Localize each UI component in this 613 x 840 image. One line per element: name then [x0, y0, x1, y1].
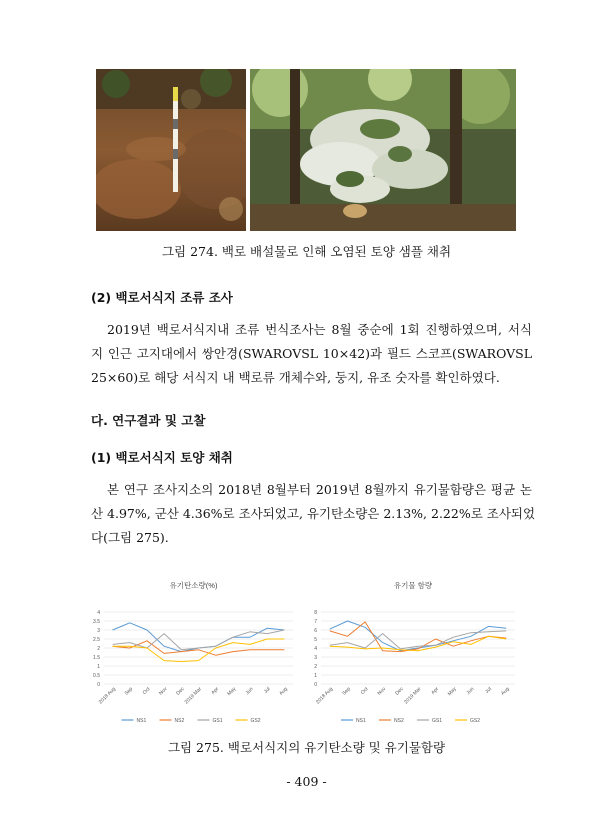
organic-carbon-chart	[90, 576, 297, 732]
chart1-x-tick-label: Apr	[430, 686, 441, 696]
section-2-paragraph	[91, 318, 532, 390]
chart1-y-tick-label: 5	[314, 637, 317, 643]
chart1-x-tick-label: May	[446, 686, 458, 698]
chart0-x-tick-label: 2019 Mar	[183, 686, 203, 706]
chart0-y-tick-label: 0.5	[93, 673, 100, 679]
chart1-legend-label-gs2: GS2	[470, 718, 481, 724]
section-da-heading: 다. 연구결과 및 고찰	[91, 413, 206, 428]
section-2-line-3: 25×60)로 해당 서식지 내 백로류 개체수와, 둥지, 유조 숫자를 확인하였다.	[91, 370, 500, 385]
soil-sample-photo	[96, 69, 246, 231]
organic-matter-chart	[307, 576, 519, 732]
chart1-y-tick-label: 6	[314, 628, 317, 634]
chart0-y-tick-label: 2	[97, 646, 100, 652]
chart0-y-tick-label: 3	[97, 628, 100, 634]
contaminated-shrub-photo	[250, 69, 516, 231]
chart0-y-tick-label: 0	[97, 682, 100, 688]
chart0-x-tick-label: 2018 Aug	[97, 686, 118, 706]
section-2-line-1: 2019년 백로서식지내 조류 번식조사는 8월 중순에 1회 진행하였으며, 서식	[107, 322, 532, 337]
chart1-x-tick-label: 2018 Aug	[315, 686, 335, 706]
chart0-y-tick-label: 1	[97, 664, 100, 670]
chart0-legend-label-gs2: GS2	[250, 718, 261, 724]
chart1-x-tick-label: 2019 Mar	[403, 686, 423, 706]
chart1-title: 유기물 함량	[393, 581, 433, 590]
chart1-x-tick-label: Oct	[359, 686, 370, 696]
chart0-x-tick-label: Jun	[244, 686, 255, 697]
section-2-line-2: 지 인근 고지대에서 쌍안경(SWAROVSL 10×42)과 필드 스코프(SWAROVSL	[91, 346, 532, 361]
chart1-y-tick-label: 8	[314, 610, 317, 616]
chart1-x-tick-label: Jun	[465, 686, 476, 697]
figure-275-caption: 그림 275. 백로서식지의 유기탄소량 및 유기물함량	[167, 740, 446, 755]
chart1-y-tick-label: 7	[314, 619, 317, 625]
chart1-x-tick-label: Sep	[341, 686, 352, 697]
chart1-legend-label-ns2: NS2	[394, 718, 404, 724]
chart0-x-tick-label: Nov	[158, 686, 169, 697]
chart0-legend-label-ns1: NS1	[136, 718, 147, 724]
chart0-x-tick-label: Sep	[123, 686, 135, 697]
figure-274-caption: 그림 274. 백로 배설물로 인해 오염된 토양 샘플 채취	[161, 244, 452, 259]
organic-carbon-chart-svg	[90, 576, 297, 732]
chart1-series-ns2	[330, 622, 506, 652]
section-1-heading: (1) 백로서식지 토양 채취	[91, 450, 233, 465]
chart1-y-tick-label: 4	[314, 646, 317, 652]
chart0-x-tick-label: Apr	[210, 686, 221, 696]
chart0-y-tick-label: 1.5	[93, 655, 100, 661]
chart0-x-tick-label: Oct	[141, 686, 152, 696]
chart0-legend-label-gs1: GS1	[212, 718, 223, 724]
chart0-x-tick-label: Aug	[278, 686, 289, 697]
chart1-y-tick-label: 2	[314, 664, 317, 670]
section-2-heading: (2) 백로서식지 조류 조사	[91, 290, 233, 305]
chart1-legend-label-gs1: GS1	[432, 718, 443, 724]
chart0-x-tick-label: Jul	[262, 686, 272, 695]
chart1-y-tick-label: 3	[314, 655, 317, 661]
chart0-y-tick-label: 2.5	[93, 637, 100, 643]
chart1-x-tick-label: Aug	[500, 686, 511, 697]
chart1-legend-label-ns1: NS1	[356, 718, 366, 724]
section-1-paragraph	[91, 478, 536, 550]
chart0-title: 유기탄소량(%)	[169, 581, 218, 590]
chart0-y-tick-label: 4	[97, 610, 100, 616]
chart1-y-tick-label: 0	[314, 682, 317, 688]
chart0-y-tick-label: 3.5	[93, 619, 100, 625]
chart1-y-tick-label: 1	[314, 673, 317, 679]
section-1-line-2: 산 4.97%, 군산 4.36%로 조사되었고, 유기탄소량은 2.13%, 2.22%로 조사되었	[91, 506, 536, 521]
chart0-x-tick-label: May	[226, 686, 238, 698]
chart0-legend-label-ns2: NS2	[174, 718, 185, 724]
organic-matter-chart-svg	[307, 576, 519, 732]
chart0-x-tick-label: Dec	[175, 686, 186, 697]
chart1-x-tick-label: Dec	[394, 686, 405, 697]
chart1-x-tick-label: Nov	[376, 686, 388, 697]
section-1-line-3: 다(그림 275).	[91, 530, 169, 545]
page-number: - 409 -	[286, 774, 327, 789]
chart1-x-tick-label: Jul	[484, 686, 493, 695]
section-1-line-1: 본 연구 조사지소의 2018년 8월부터 2019년 8월까지 유기물함량은 평균 논	[107, 482, 532, 497]
